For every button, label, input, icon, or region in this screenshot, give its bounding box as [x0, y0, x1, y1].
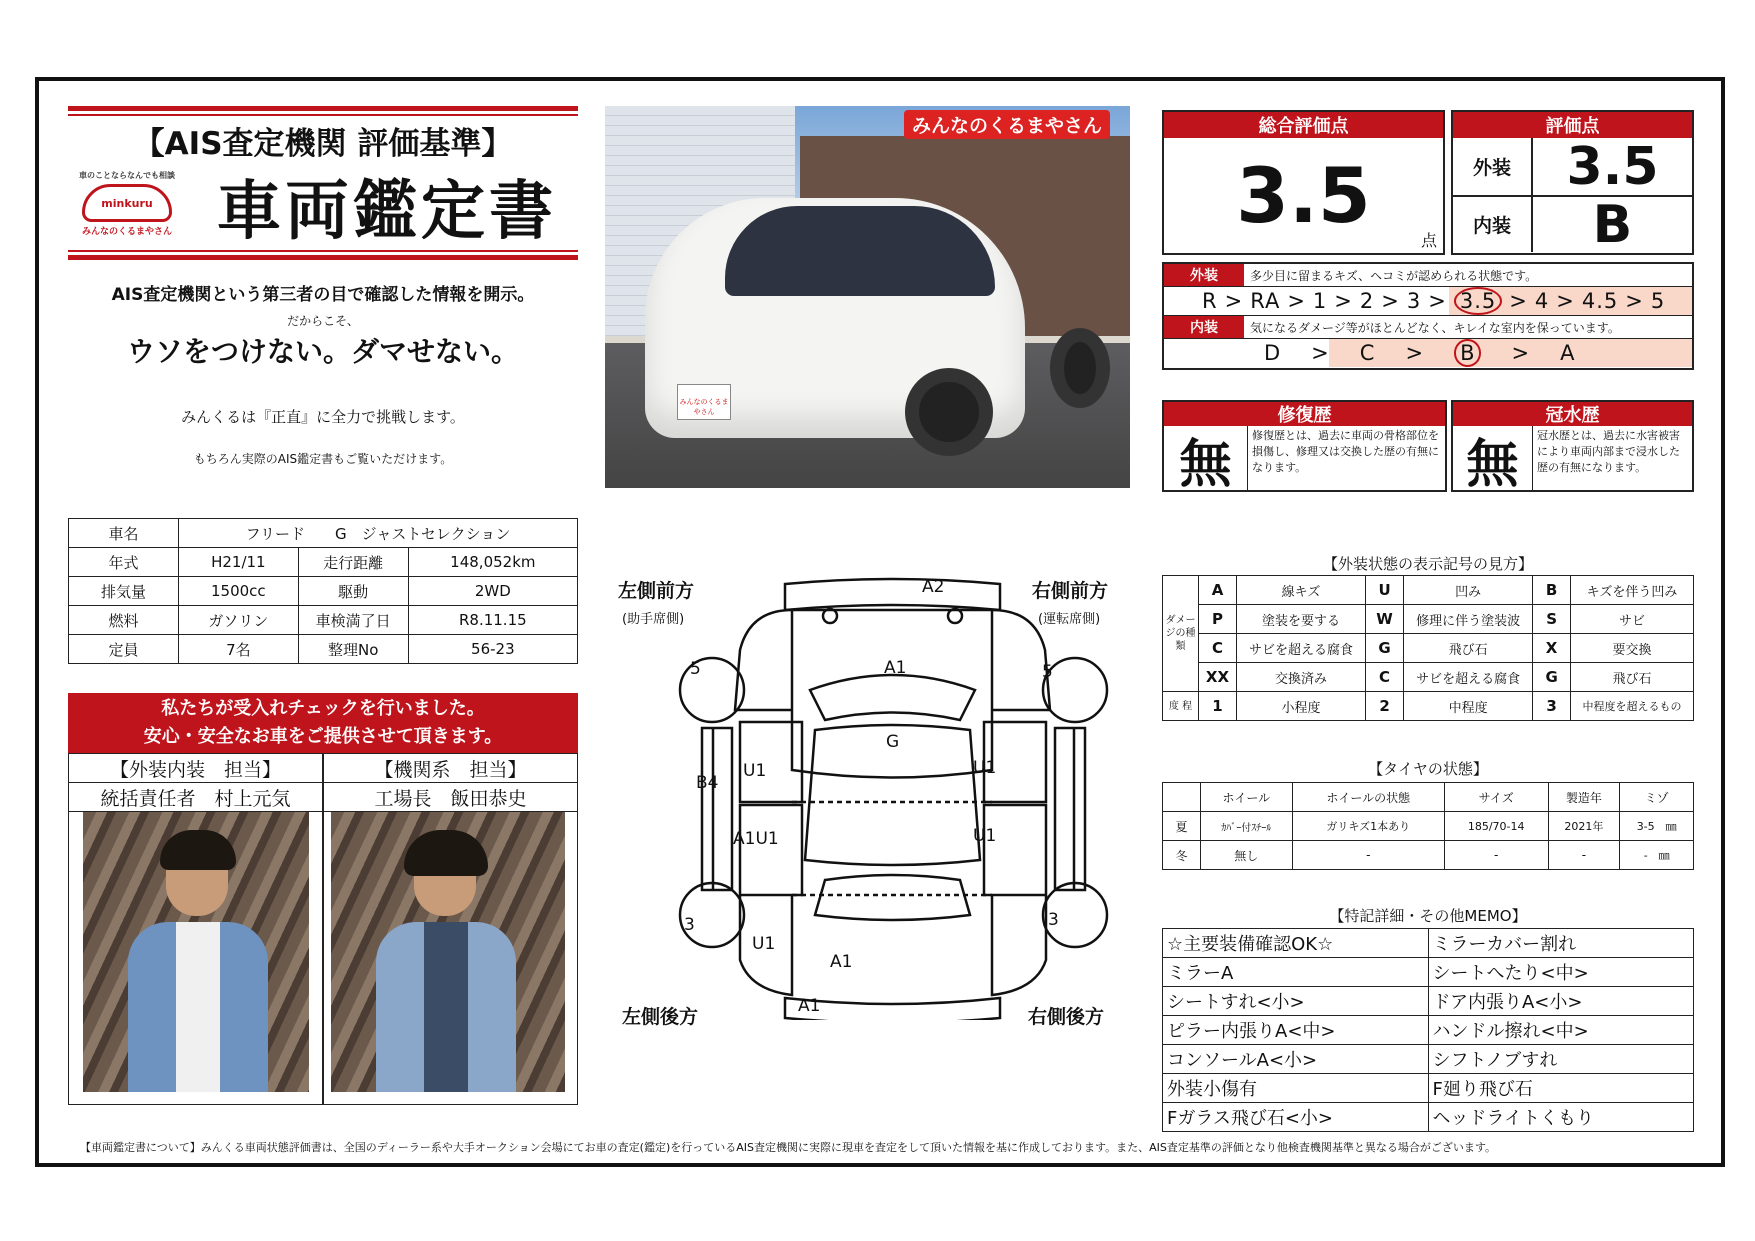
front-right-fender [992, 610, 1050, 710]
eval-rating-box [1451, 110, 1694, 255]
legend-code: B [1533, 576, 1571, 605]
mark-a1-rear: A1 [830, 952, 853, 972]
table-row [1163, 576, 1694, 605]
staff-role: 【外装内装 担当】 [69, 754, 322, 783]
spec-value: 2WD [408, 577, 577, 606]
rear-right-label: 右側後方 [1028, 1006, 1105, 1028]
table-cell: ｶﾊﾞｰ付ｽﾁｰﾙ [1201, 812, 1293, 841]
legend-code: 1 [1199, 692, 1237, 721]
main-title: 車両鑑定書 [217, 174, 557, 249]
memo-title: 【特記詳細・その他MEMO】 [1329, 907, 1527, 925]
spec-value: フリード G ジャストセレクション [179, 519, 578, 548]
memo-item: ミラーカバー割れ [1428, 929, 1694, 958]
car-damage-diagram [600, 570, 1110, 1020]
scale-grade: 4 [1534, 289, 1550, 313]
memo-item: シフトノブすれ [1428, 1045, 1694, 1074]
staff-name: 工場長 飯田恭史 [324, 783, 577, 812]
interior-label: 内装 [1453, 197, 1533, 252]
table-cell: 2021年 [1548, 812, 1620, 841]
legend-code: G [1366, 634, 1404, 663]
table-cell: 冬 [1163, 841, 1201, 870]
rear-right-door [984, 805, 1046, 895]
legend-code: C [1366, 663, 1404, 692]
scale-separator: > [1509, 289, 1528, 313]
scale-separator: > [1428, 289, 1447, 313]
int-scale-label: 内装 [1164, 316, 1244, 338]
tire-table [1162, 782, 1694, 870]
memo-item: 外装小傷有 [1163, 1074, 1429, 1103]
scale-separator: > [1625, 289, 1644, 313]
scale-separator: > [1556, 289, 1575, 313]
spec-row-name [69, 519, 578, 548]
spec-value: ガソリン [179, 606, 299, 635]
scale-grade: 1 [1312, 289, 1328, 313]
mark-u1-left: U1 [743, 761, 767, 781]
legend-desc: 凹み [1404, 576, 1533, 605]
memo-item: ミラーA [1163, 958, 1429, 987]
ext-scale-line [1164, 287, 1692, 315]
exterior-label: 外装 [1453, 138, 1533, 195]
legend-code: A [1199, 576, 1237, 605]
table-cell: 夏 [1163, 812, 1201, 841]
memo-item: ドア内張りA<小> [1428, 987, 1694, 1016]
intro-line4: みんくるは『正直』に全力で挑戦します。 [181, 408, 465, 426]
mark-a1-bumper: A1 [798, 996, 821, 1016]
flood-history-header: 冠水歴 [1453, 402, 1692, 426]
scale-grade: A [1560, 341, 1576, 365]
spec-label: 整理No [298, 635, 408, 664]
mark-tire-fl: 5 [690, 659, 701, 679]
grade-scale [1162, 262, 1694, 370]
table-row [1163, 663, 1694, 692]
car-logo-icon [82, 184, 172, 222]
legend-side-label: ダメージの種類 [1163, 576, 1199, 692]
legend-desc: 中程度 [1404, 692, 1533, 721]
mark-u1-rear: U1 [752, 934, 776, 954]
memo-item: F廻り飛び石 [1428, 1074, 1694, 1103]
table-row [1163, 1045, 1694, 1074]
table-row [1163, 841, 1694, 870]
bracket-title: 【AIS査定機関 評価基準】 [133, 125, 513, 162]
legend-desc: 交換済み [1237, 663, 1366, 692]
mark-g: G [886, 732, 900, 752]
scale-grade: 4.5 [1581, 289, 1619, 313]
table-cell: 3-5 ㎜ [1620, 812, 1694, 841]
memo-item: ピラー内張りA<中> [1163, 1016, 1429, 1045]
front-bumper [785, 579, 1000, 610]
scale-grade: 3.5 [1454, 287, 1502, 315]
shop-sign: みんなのくるまやさん [904, 110, 1110, 139]
spec-label: 定員 [69, 635, 179, 664]
logo [72, 170, 182, 242]
scale-grade: 5 [1650, 289, 1666, 313]
memo-item: Fガラス飛び石<小> [1163, 1103, 1429, 1132]
table-row [69, 635, 578, 664]
legend-code: 3 [1533, 692, 1571, 721]
spec-label: 車名 [69, 519, 179, 548]
table-row [1163, 987, 1694, 1016]
scale-grade: 2 [1359, 289, 1375, 313]
scale-separator: > [1311, 341, 1330, 365]
staff-role: 【機関系 担当】 [324, 754, 577, 783]
scale-grade: B [1454, 339, 1481, 367]
legend-degree-label: 度 程 [1163, 692, 1199, 721]
table-cell: 185/70-14 [1444, 812, 1548, 841]
staff-name: 統括責任者 村上元気 [69, 783, 322, 812]
table-row [1163, 812, 1694, 841]
table-row [1163, 958, 1694, 987]
table-header: ホイール [1201, 783, 1293, 812]
legend-code: XX [1199, 663, 1237, 692]
table-row [69, 606, 578, 635]
mark-b4: B4 [696, 773, 719, 793]
logo-name: みんなのくるまやさん [81, 227, 172, 237]
hood [792, 610, 992, 778]
intro-line1: AIS査定機関という第三者の目で確認した情報を開示。 [111, 285, 535, 305]
mark-a2: A2 [922, 577, 945, 597]
scale-separator: > [1287, 289, 1306, 313]
mark-a1-hood: A1 [884, 658, 907, 678]
exterior-score: 3.5 [1566, 136, 1659, 197]
scale-grade: D [1264, 341, 1282, 365]
spec-table [68, 518, 578, 664]
legend-code: 2 [1366, 692, 1404, 721]
spec-value: 7名 [179, 635, 299, 664]
mark-a1u1: A1U1 [733, 829, 779, 849]
memo-table [1162, 928, 1694, 1132]
legend-code: S [1533, 605, 1571, 634]
legend-title: 【外装状態の表示記号の見方】 [1322, 555, 1533, 573]
mark-tire-rr: 3 [1048, 910, 1059, 930]
scale-grade: R [1202, 289, 1218, 313]
left-side-step [702, 728, 732, 890]
person-figure [128, 822, 268, 1092]
footer-note: 【車両鑑定書について】みんくる車両状態評価書は、全国のディーラー系や大手オークション会場にてお車の査定(鑑定)を行っているAIS査定機関に実際に現車を査定をして頂いた情報を基に作成しております。また、AIS査定基準の評価となり他検査機関基準と異なる場合がございます。 [80, 1141, 1496, 1154]
table-header-row [1163, 783, 1694, 812]
table-row [1163, 929, 1694, 958]
scale-grade: 3 [1406, 289, 1422, 313]
legend-desc: 小程度 [1237, 692, 1366, 721]
flood-history-box [1451, 400, 1694, 495]
vehicle-photo [605, 106, 1130, 488]
table-header: ミゾ [1620, 783, 1694, 812]
person-figure [376, 822, 516, 1092]
scale-separator: > [1224, 289, 1244, 313]
legend-desc: 要交換 [1571, 634, 1694, 663]
windshield [810, 675, 975, 720]
spec-label: 車検満了日 [298, 606, 408, 635]
legend-code: W [1366, 605, 1404, 634]
table-header: 製造年 [1548, 783, 1620, 812]
eval-rating-header: 評価点 [1453, 112, 1692, 138]
flood-history-desc: 冠水歴とは、過去に水害被害により車両内部まで浸水した歴の有無になります。 [1537, 429, 1680, 474]
mark-u1-right: U1 [973, 758, 997, 778]
table-row [1163, 1016, 1694, 1045]
scale-separator: > [1334, 289, 1353, 313]
staff-card-exterior [68, 753, 323, 1105]
table-row [1163, 1074, 1694, 1103]
table-row [69, 577, 578, 606]
table-cell: - ㎜ [1620, 841, 1694, 870]
logo-tagline: 車のことならなんでも相談 [79, 171, 175, 180]
memo-item: シートへたり<中> [1428, 958, 1694, 987]
repair-history-header: 修復歴 [1164, 402, 1445, 426]
wheel-rear [1050, 328, 1110, 408]
table-header: ホイールの状態 [1292, 783, 1444, 812]
scale-separator: > [1381, 289, 1400, 313]
repair-history-desc: 修復歴とは、過去に車両の骨格部位を損傷し、修理又は交換した歴の有無になります。 [1252, 429, 1439, 474]
spec-label: 排気量 [69, 577, 179, 606]
car-windshield [725, 206, 995, 296]
front-left-label: 左側前方 [618, 580, 695, 602]
license-plate: みんなのくるまやさん [677, 384, 731, 420]
legend-desc: 飛び石 [1404, 634, 1533, 663]
repair-history-box [1162, 400, 1447, 495]
scale-grade: RA [1250, 289, 1281, 313]
flood-history-value: 無 [1453, 426, 1533, 492]
header-rule-top [68, 106, 578, 111]
staff-photo [331, 812, 565, 1092]
overall-rating-header: 総合評価点 [1164, 112, 1443, 138]
memo-item: ヘッドライトくもり [1428, 1103, 1694, 1132]
scale-separator: > [1405, 341, 1425, 365]
check-line1: 私たちが受入れチェックを行いました。 [161, 698, 485, 719]
intro-slogan: ウソをつけない。ダマせない。 [126, 335, 519, 368]
spec-label: 走行距離 [298, 548, 408, 577]
table-cell: - [1292, 841, 1444, 870]
spec-label: 燃料 [69, 606, 179, 635]
check-banner [68, 693, 578, 753]
spec-value: 56-23 [408, 635, 577, 664]
table-cell: - [1548, 841, 1620, 870]
table-row [1163, 1103, 1694, 1132]
spec-value: 148,052km [408, 548, 577, 577]
table-row [1163, 634, 1694, 663]
legend-desc: サビ [1571, 605, 1694, 634]
check-line2: 安心・安全なお車をご提供させて頂きます。 [143, 726, 503, 747]
legend-desc: サビを超える腐食 [1404, 663, 1533, 692]
overall-score: 3.5 [1236, 151, 1371, 240]
table-header [1163, 783, 1201, 812]
front-right-sub: (運転席側) [1038, 612, 1101, 627]
scale-separator: > [1511, 341, 1531, 365]
intro-line5: もちろん実際のAIS鑑定書もご覧いただけます。 [193, 452, 453, 466]
legend-code: U [1366, 576, 1404, 605]
spec-value: H21/11 [179, 548, 299, 577]
memo-item: シートすれ<小> [1163, 987, 1429, 1016]
rear-left-label: 左側後方 [622, 1006, 699, 1028]
legend-code: C [1199, 634, 1237, 663]
intro-line2: だからこそ、 [287, 314, 359, 328]
spec-label: 駆動 [298, 577, 408, 606]
legend-code: P [1199, 605, 1237, 634]
legend-desc: キズを伴う凹み [1571, 576, 1694, 605]
legend-desc: 線キズ [1237, 576, 1366, 605]
mark-u1-right2: U1 [973, 826, 997, 846]
score-unit: 点 [1420, 231, 1437, 250]
staff-card-engine [323, 753, 578, 1105]
header-rule-bottom-thin [68, 250, 578, 252]
overall-rating-box [1162, 110, 1445, 255]
right-side-step [1055, 728, 1085, 890]
mark-tire-rl: 3 [684, 915, 695, 935]
logo-car-text: minkuru [101, 197, 153, 210]
table-row [1163, 692, 1694, 721]
legend-desc: 修理に伴う塗装波 [1404, 605, 1533, 634]
rear-left-door [740, 805, 802, 895]
table-row [69, 548, 578, 577]
int-scale-desc: 気になるダメージ等がほとんどなく、キレイな室内を保っています。 [1250, 320, 1620, 335]
front-right-label: 右側前方 [1032, 580, 1109, 602]
spec-value: R8.11.15 [408, 606, 577, 635]
ext-scale-desc: 多少目に留まるキズ、ヘコミが認められる状態です。 [1250, 268, 1538, 283]
repair-history-value: 無 [1164, 426, 1248, 492]
interior-score: B [1592, 194, 1633, 255]
table-row [1163, 605, 1694, 634]
table-cell: ガリキズ1本あり [1292, 812, 1444, 841]
rear-window [815, 875, 970, 920]
front-left-sub: (助手席側) [622, 612, 685, 627]
memo-item: ☆主要装備確認OK☆ [1163, 929, 1429, 958]
int-scale-line [1164, 339, 1692, 367]
mark-tire-fr: 5 [1042, 662, 1053, 682]
wheel-front [905, 368, 993, 456]
legend-table [1162, 575, 1694, 721]
legend-desc: 中程度を超えるもの [1571, 692, 1694, 721]
table-cell: 無し [1201, 841, 1293, 870]
tire-title: 【タイヤの状態】 [1368, 760, 1488, 778]
legend-desc: 塗装を要する [1237, 605, 1366, 634]
legend-code: X [1533, 634, 1571, 663]
rear-right-quarter [992, 895, 1046, 995]
spec-label: 年式 [69, 548, 179, 577]
ext-scale-label: 外装 [1164, 264, 1244, 286]
staff-photo [83, 812, 309, 1092]
table-cell: - [1444, 841, 1548, 870]
legend-code: G [1533, 663, 1571, 692]
memo-item: ハンドル擦れ<中> [1428, 1016, 1694, 1045]
legend-desc: サビを超える腐食 [1237, 634, 1366, 663]
table-header: サイズ [1444, 783, 1548, 812]
header-rule-top-thin [68, 114, 578, 116]
scale-grade: C [1359, 341, 1376, 365]
legend-desc: 飛び石 [1571, 663, 1694, 692]
memo-item: コンソールA<小> [1163, 1045, 1429, 1074]
header-rule-bottom [68, 255, 578, 260]
spec-value: 1500cc [179, 577, 299, 606]
